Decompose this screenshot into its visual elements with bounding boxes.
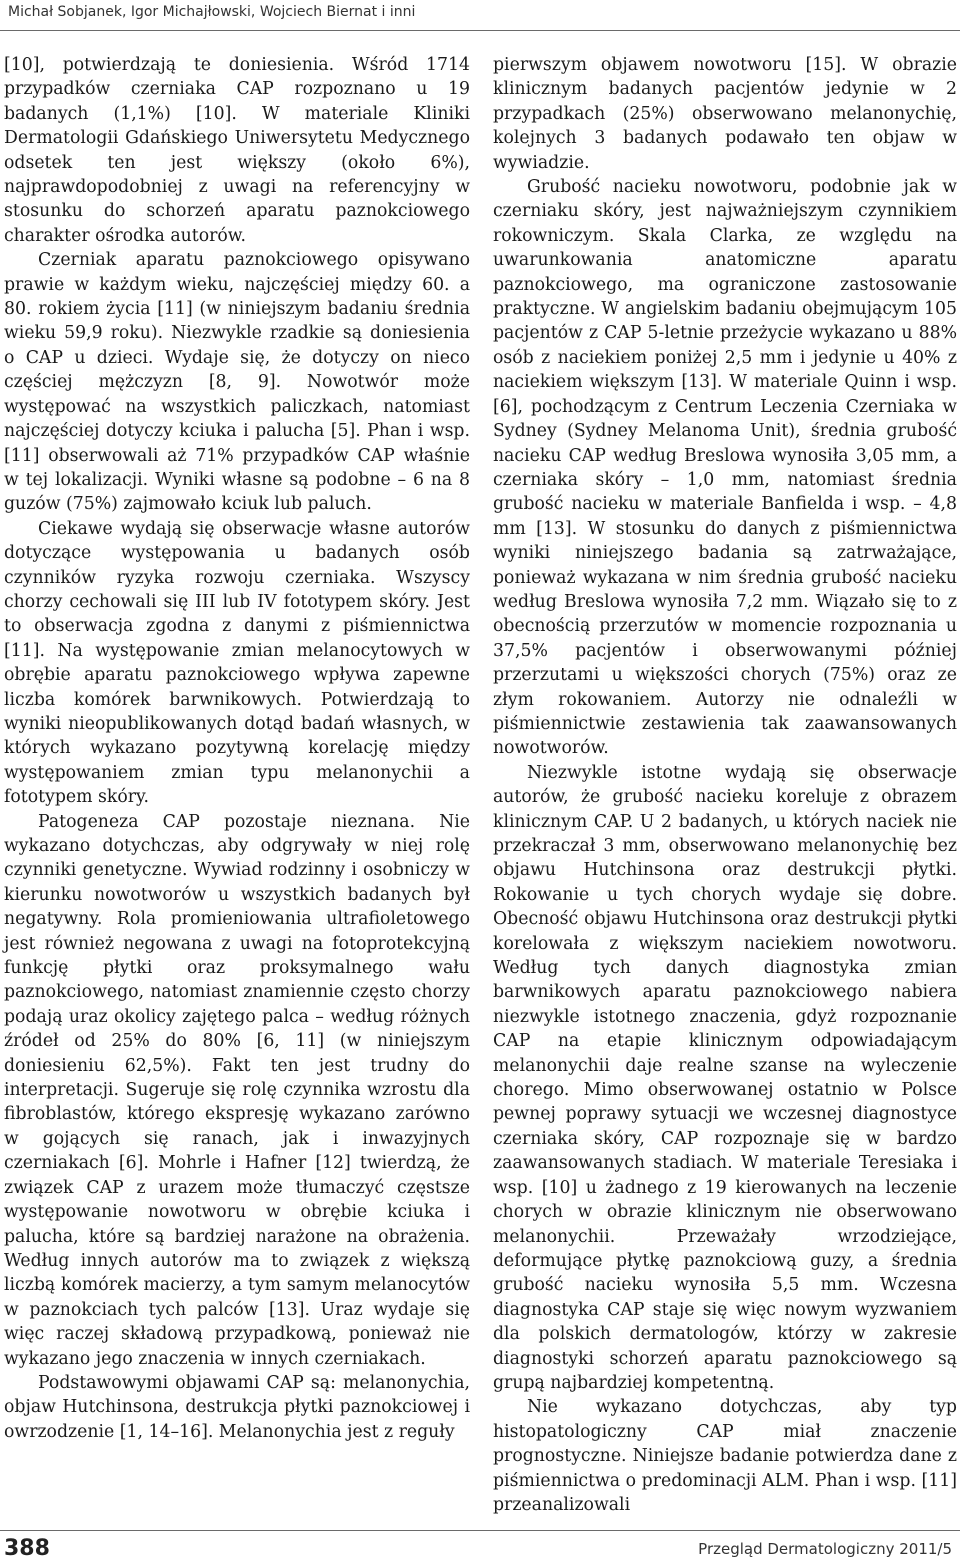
paragraph: Patogeneza CAP pozostaje nieznana. Nie wykazano dotychczas, aby odgrywały w niej rolę czynniki genetyczne. Wywiad rodzinny i osobniczy w kierunku nowotworów u wszystkich badanych był negatywny. Rola promieniowania ultrafioletowego jest również negowana z uwagi na fotoprotekcyjną funkcję płytki oraz proksymalnego wału paznokciowego, natomiast znamiennie często chorzy podają uraz okolicy zajętego palca – według różnych źródeł od 25% do 80% [6, 11] (w niniejszym doniesieniu 62,5%). Fakt ten jest trudny do interpretacji. Sugeruje się rolę czynnika wzrostu dla fibroblastów, którego ekspresję wykazano zarówno w gojących się ranach, jak i inwazyjnych czerniakach [6]. Mohrle i Hafner [12] twierdzą, że związek CAP z urazem może tłumaczyć częstsze występowanie nowotworu w obrębie kciuka i palucha, które są bardziej narażone na obrażenia. Według innych autorów ma to związek z większą liczbą komórek macierzy, a tym samym melanocytów w paznokciach tych palców [13]. Uraz wydaje się więc raczej składową przypadkową, ponieważ nie wykazano jego znaczenia w innych czerniakach. (4, 811, 470, 1369)
paragraph: Nie wykazano dotychczas, aby typ histopatologiczny CAP miał znaczenie prognostyczne. Niniejsze badanie potwierdza dane z piśmiennictwa o predominacji ALM. Phan i wsp. [11] przeanalizowali (493, 1397, 957, 1515)
paragraph: Czerniak aparatu paznokciowego opisywano prawie w każdym wieku, najczęściej między 60. a 80. rokiem życia [11] (w niniejszym badaniu średnia wieku 59,9 roku). Niezwykle rzadkie są doniesienia o CAP u dzieci. Wydaje się, że dotyczy on nieco częściej mężczyzn [8, 9]. Nowotwór może występować na wszystkich paliczkach, natomiast najczęściej dotyczy kciuka i palucha [5]. Phan i wsp. [11] obserwowali aż 71% przypadków CAP właśnie w tej lokalizacji. Wyniki własne są podobne – 6 na 8 guzów (75%) zajmowało kciuk lub paluch. (4, 250, 470, 515)
paragraph: Podstawowymi objawami CAP są: melanonychia, objaw Hutchinsona, destrukcja płytki paznokciowej i owrzodzenie [1, 14–16]. Melanonychia jest z reguły (4, 1372, 470, 1442)
header-authors: Michał Sobjanek, Igor Michajłowski, Wojciech Biernat i inni (8, 4, 416, 20)
page-footer (0, 1530, 960, 1568)
left-column (4, 53, 470, 1444)
paragraph: Niezwykle istotne wydają się obserwacje autorów, że grubość nacieku koreluje z obrazem klinicznym CAP. U 2 badanych, u których naciek nie przekraczał 3 mm, obserwowano melanonychię bez objawu Hutchinsona oraz destrukcji płytki. Rokowanie u tych chorych wydaje się dobre. Obecność objawu Hutchinsona oraz destrukcji płytki korelowała z większym naciekiem nowotworu. Według tych danych diagnostyka zmian barwnikowych aparatu paznokciowego nabiera niezwykle istotnego znaczenia, gdyż rozpoznanie CAP na etapie klinicznym odpowiadającym melanonychii daje realne szanse na wyleczenie chorego. Mimo obserwowanej ostatnio w Polsce pewnej poprawy sytuacji we wczesnej diagnostyce czerniaka skóry, CAP rozpoznaje się w bardzo zaawansowanych stadiach. W materiale Teresiaka i wsp. [10] u żadnego z 19 kierowanych na leczenie chorych w obrazie klinicznym nie obserwowano melanonychii. Przeważały wrzodziejące, deformujące płytkę paznokciową guzy, a średnia grubość nacieku wynosiła 5,5 mm. Wczesna diagnostyka CAP staje się więc nowym wyzwaniem dla polskich dermatologów, którzy w zakresie diagnostyki schorzeń aparatu paznokciowego są grupą najbardziej kompetentną. (493, 762, 957, 1393)
paragraph: pierwszym objawem nowotworu [15]. W obrazie klinicznym badanych pacjentów jedynie w 2 przypadkach (25%) obserwowano melanonychię, kolejnych 3 badanych podawało ten objaw w wywiadzie. (493, 55, 957, 173)
paragraph: Ciekawe wydają się obserwacje własne autorów dotyczące występowania u badanych osób czynników ryzyka rozwoju czerniaka. Wszyscy chorzy cechowali się III lub IV fototypem skóry. Jest to obserwacja zgodna z danymi z piśmiennictwa [11]. Na występowanie zmian melanocytowych w obrębie aparatu paznokciowego wpływa zapewne liczba komórek barwnikowych. Potwierdzają to wyniki nieopublikowanych dotąd badań własnych, w których wykazano pozytywną korelację między występowaniem zmian typu melanonychii a fototypem skóry. (4, 518, 470, 808)
paragraph: Grubość nacieku nowotworu, podobnie jak w czerniaku skóry, jest najważniejszym czynnikiem rokowniczym. Skala Clarka, ze względu na uwarunkowania anatomiczne aparatu paznokciowego, ma ograniczone zastosowanie praktyczne. W angielskim badaniu obejmującym 105 pacjentów z CAP 5-letnie przeżycie wykazano u 88% osób z naciekiem poniżej 2,5 mm i jedynie u 40% z naciekiem większym [13]. W materiale Quinn i wsp. [6], pochodzącym z Centrum Leczenia Czerniaka w Sydney (Sydney Melanoma Unit), średnia grubość nacieku CAP według Breslowa wynosiła 3,05 mm, a czerniaka skóry – 1,0 mm, natomiast średnia grubość nacieku w materiale Banfielda i wsp. – 4,8 mm [13]. W stosunku do danych z piśmiennictwa wyniki niniejszego badania są zatrważające, ponieważ wykazana w nim średnia grubość nacieku według Breslowa wynosiła 7,2 mm. Wiązało się to z obecnością przerzutów w momencie rozpoznania u 37,5% pacjentów i obserwowanymi później przerzutami u większości chorych (75%) oraz ze złym rokowaniem. Autorzy nie odnaleźli w piśmiennictwie zestawienia tak zaawansowanych nowotworów. (493, 177, 957, 759)
page-number: 388 (4, 1536, 50, 1561)
right-column (493, 53, 957, 1517)
journal-name: Przegląd Dermatologiczny 2011/5 (698, 1540, 952, 1558)
footer-rule (0, 1530, 960, 1531)
running-header (0, 0, 960, 34)
header-rule (0, 30, 960, 31)
paragraph: [10], potwierdzają te doniesienia. Wśród 1714 przypadków czerniaka CAP rozpoznano u 19 badanych (1,1%) [10]. W materiale Kliniki Dermatologii Gdańskiego Uniwersytetu Medycznego odsetek ten jest większy (około 6%), najprawdopodobniej z uwagi na referencyjny w stosunku do schorzeń aparatu paznokciowego charakter ośrodka autorów. (4, 55, 470, 246)
